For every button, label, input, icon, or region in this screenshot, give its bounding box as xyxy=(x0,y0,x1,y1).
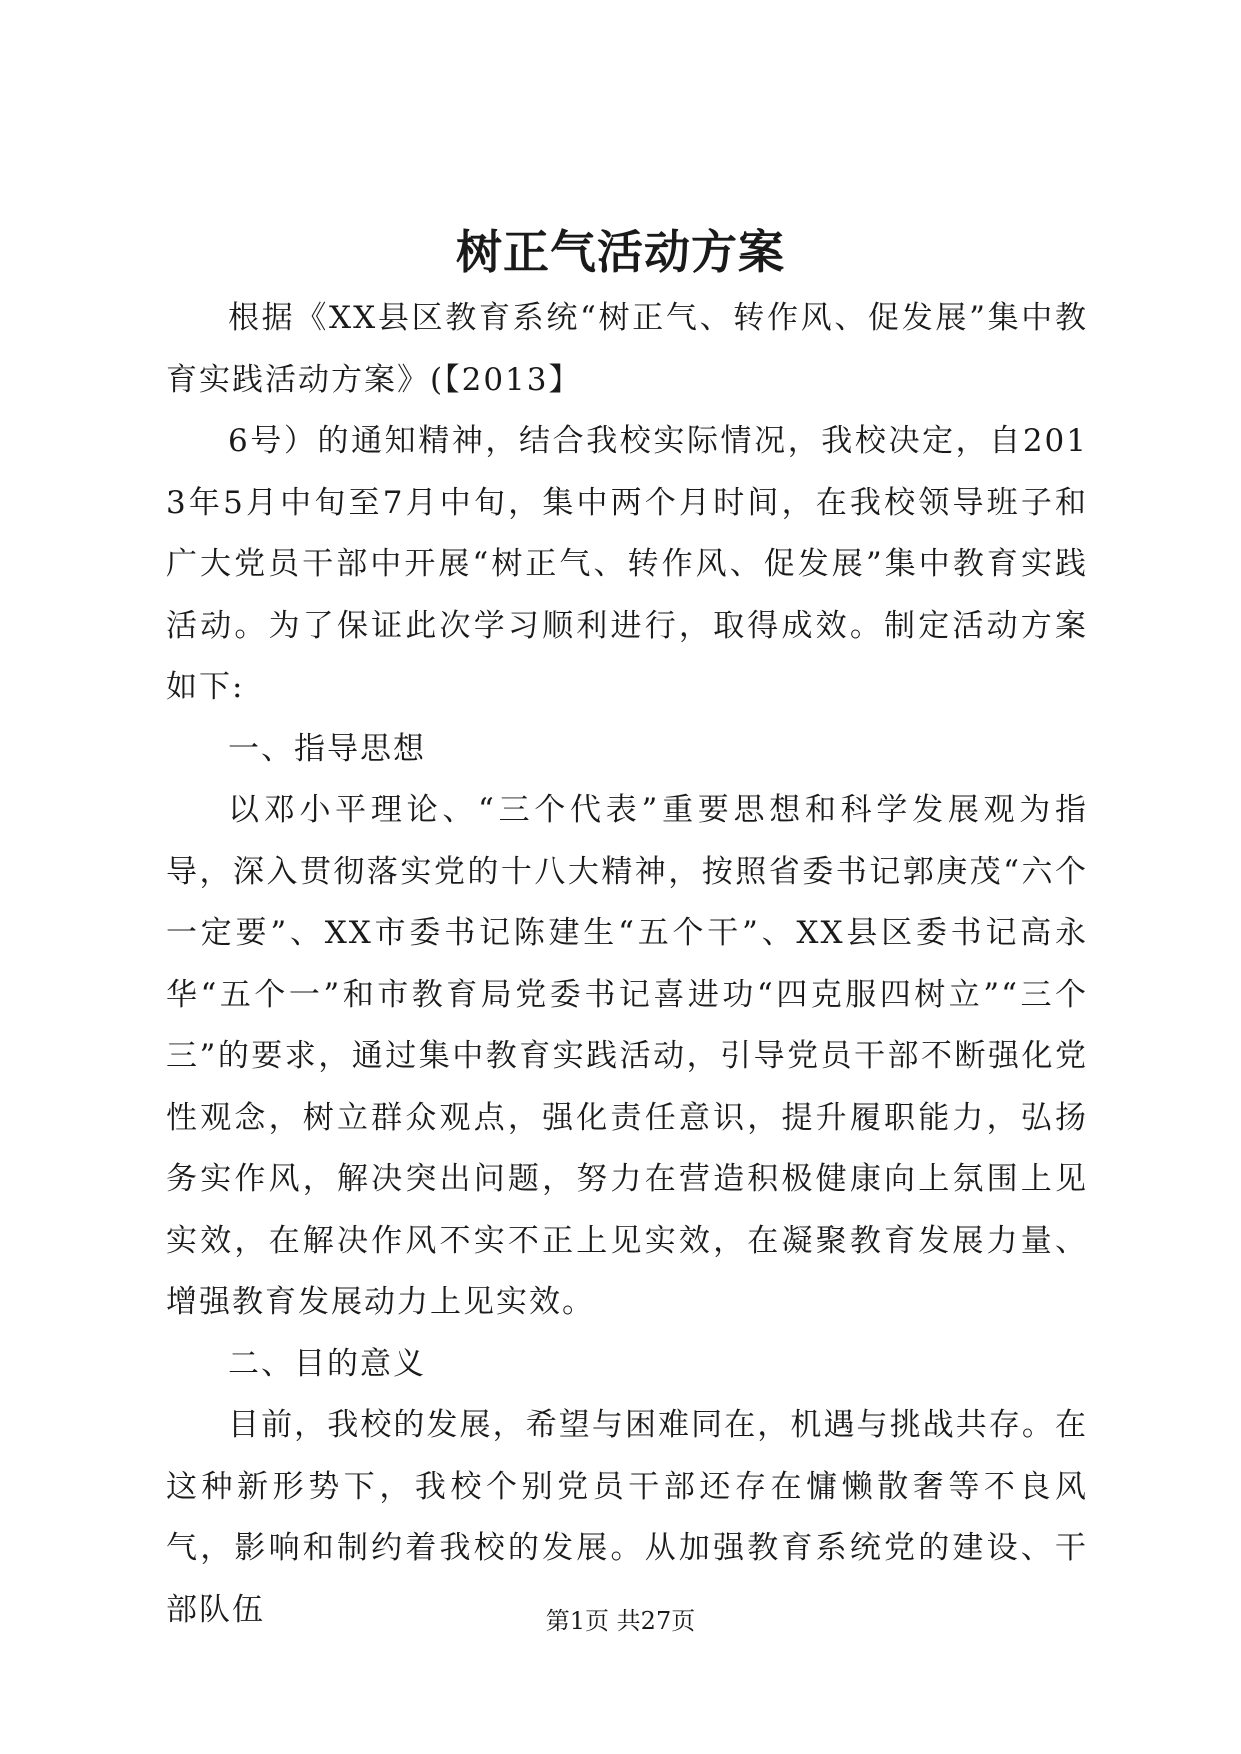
document-title: 树正气活动方案 xyxy=(456,225,785,279)
paragraph-purpose: 目前，我校的发展，希望与困难同在，机遇与挑战共存。在这种新形势下，我校个别党员干部还存在慵懒散奢等不良风气，影响和制约着我校的发展。从加强教育系统党的建设、干部队伍 xyxy=(166,1407,1088,1628)
paragraph-intro: 根据《XX县区教育系统“树正气、转作风、促发展”集中教育实践活动方案》(【2013】 xyxy=(166,300,1088,398)
document-body xyxy=(166,288,1088,1641)
paragraph-notice: 6号）的通知精神，结合我校实际情况，我校决定，自2013年5月中旬至7月中旬，集中两个月时间，在我校领导班子和广大党员干部中开展“树正气、转作风、促发展”集中教育实践活动。为了保证此次学习顺利进行，取得成效。制定活动方案如下: xyxy=(166,423,1088,705)
section-heading-guiding-ideology: 一、指导思想 xyxy=(228,730,426,767)
page-footer: 第1页 共27页 xyxy=(545,1607,696,1635)
paragraph-guiding-ideology: 以邓小平理论、“三个代表”重要思想和科学发展观为指导，深入贯彻落实党的十八大精神，按照省委书记郭庚茂“六个一定要”、XX市委书记陈建生“五个干”、XX县区委书记高永华“五个一”和市教育局党委书记喜进功“四克服四树立”“三个三”的要求，通过集中教育实践活动，引导党员干部不断强化党性观念，树立群众观点，强化责任意识，提升履职能力，弘扬务实作风，解决突出问题，努力在营造积极健康向上氛围上见实效，在解决作风不实不正上见实效，在凝聚教育发展力量、增强教育发展动力上见实效。 xyxy=(166,792,1088,1320)
section-heading-purpose: 二、目的意义 xyxy=(228,1345,426,1382)
